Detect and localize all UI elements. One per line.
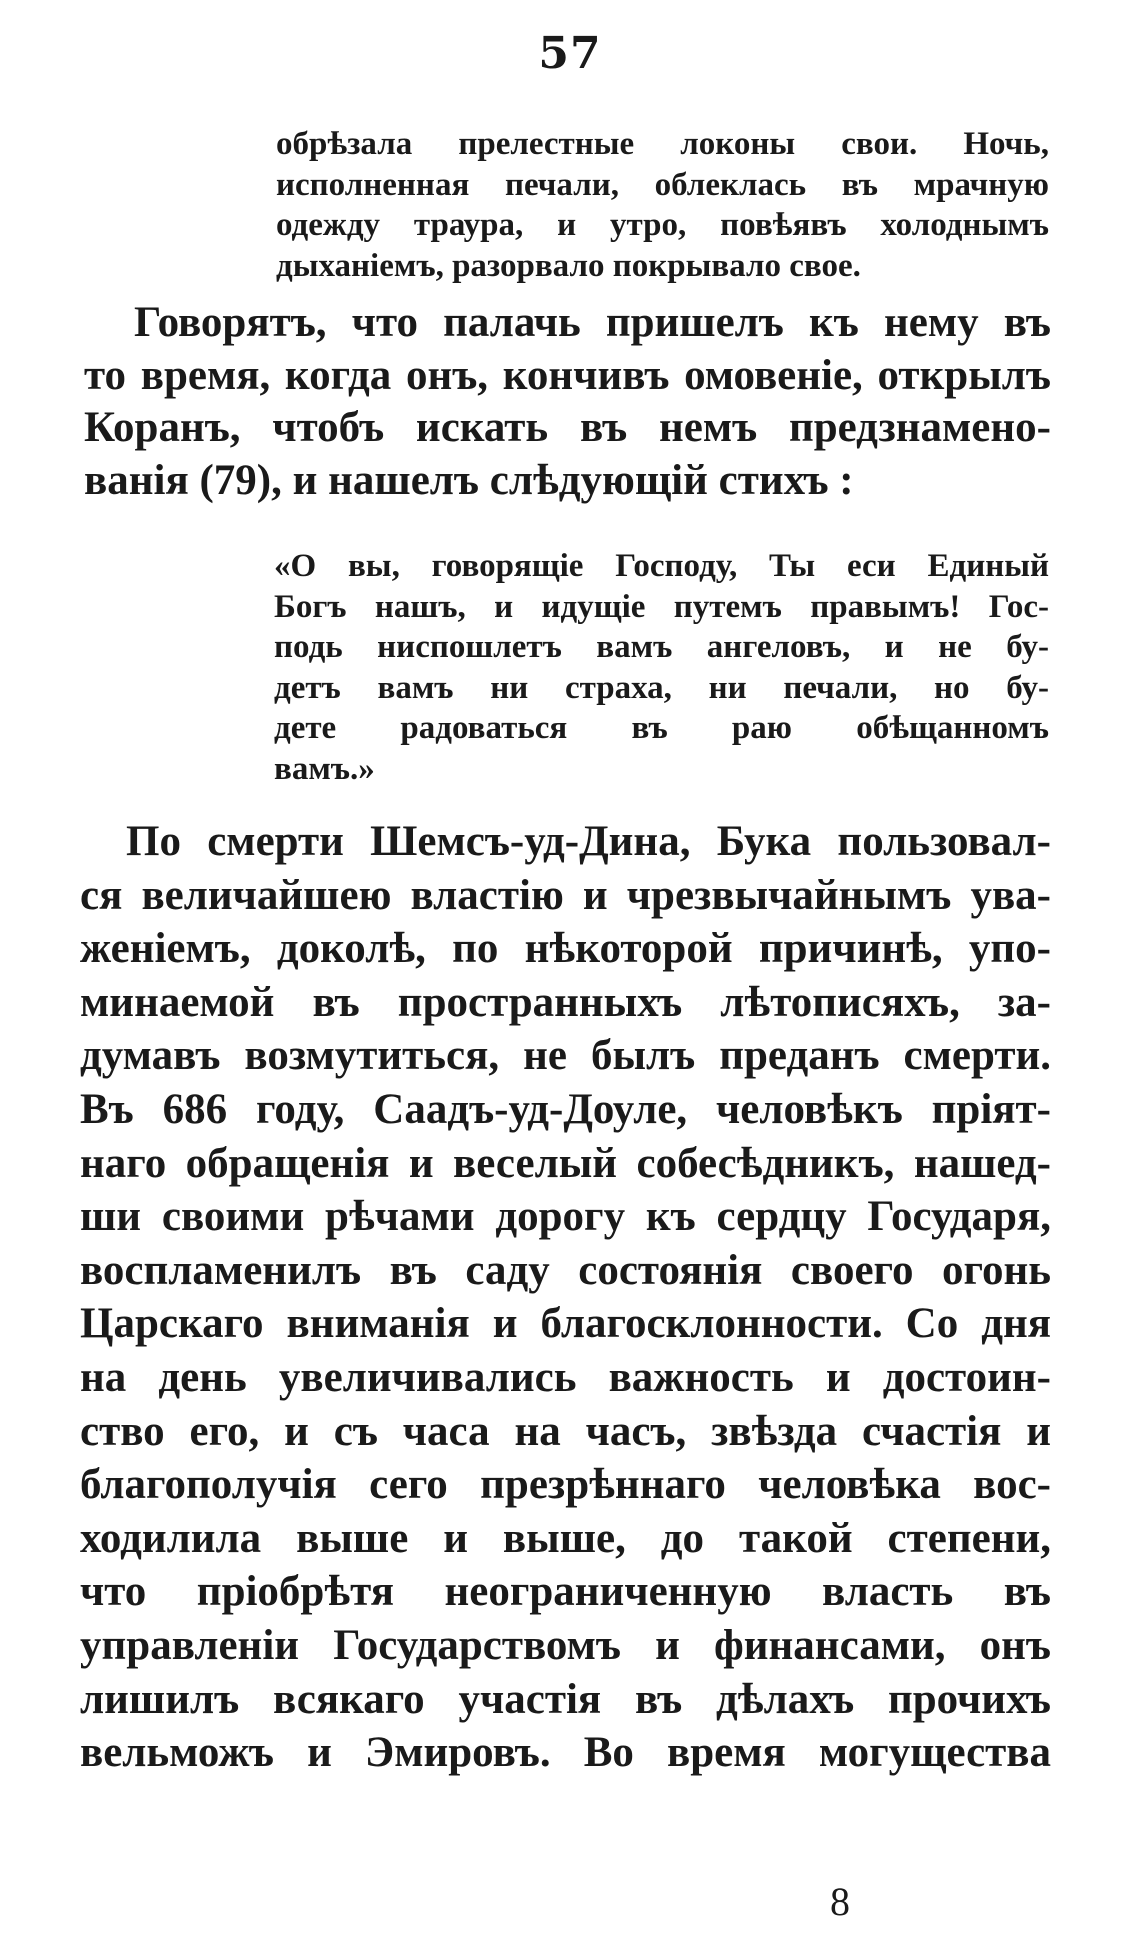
text-line: ся величайшею властію и чрезвычайнымъ ува- [80,871,1051,919]
text-line: что пріобрѣтя неограниченную власть въ [80,1568,1051,1616]
text-line: Въ 686 году, Саадъ-уд-Доуле, человѣкъ пріят- [80,1085,1051,1133]
page-number: 57 [538,28,602,79]
quote-line: исполненная печали, облеклась въ мрачную [276,166,1049,203]
text-line: то время, когда онъ, кончивъ омовеніе, открылъ [84,351,1051,399]
signature-mark: 8 [830,1879,850,1924]
text-line: думавъ возмутиться, не былъ преданъ смерти. [80,1032,1051,1080]
quote-line: Богъ нашъ, и идущіе путемъ правымъ! Гос- [274,588,1049,625]
text-line: вельможъ и Эмировъ. Во время могущества [80,1729,1051,1777]
paragraph-2 [80,815,1051,1780]
text-line: Говорятъ, что палачь пришелъ къ нему въ [134,299,1051,346]
text-line: на день увеличивались важность и достоин- [80,1353,1051,1401]
quote-line: «О вы, говорящіе Господу, Ты еси Единый [274,548,1049,584]
text-line: управленіи Государствомъ и финансами, онъ [80,1621,1051,1669]
paragraph-1 [84,297,1051,507]
text-line: Царскаго вниманія и благосклонности. Со дня [80,1300,1051,1348]
quote-line: дыханіемъ, разорвало покрывало свое. [276,247,861,284]
text-line: ство его, и съ часа на часъ, звѣзда счастія и [80,1407,1051,1455]
text-line: лишилъ всякаго участія въ дѣлахъ прочихъ [80,1675,1051,1723]
quote-line: дете радоваться въ раю обѣщанномъ [274,710,1049,746]
quote-line: обрѣзала прелестные локоны свои. Ночь, [276,126,1049,162]
text-line: женіемъ, доколѣ, по нѣкоторой причинѣ, упо- [80,925,1051,973]
text-line: минаемой въ пространныхъ лѣтописяхъ, за- [80,978,1051,1026]
text-line: ши своими рѣчами дорогу къ сердцу Государя, [80,1193,1051,1241]
text-line: Коранъ, чтобъ искать въ немъ предзнамено- [84,404,1051,451]
text-line: благополучія сего презрѣннаго человѣка вос- [80,1461,1051,1509]
quote-line: детъ вамъ ни страха, ни печали, но бу- [274,669,1049,706]
quote-line: подь ниспошлетъ вамъ ангеловъ, и не бу- [274,629,1049,665]
text-line: воспламенилъ въ саду состоянія своего огонь [80,1246,1051,1294]
quote-line: одежду траура, и утро, повѣявъ холоднымъ [276,207,1049,243]
koran-quote [274,546,1049,789]
text-line: наго обращенія и веселый собесѣдникъ, нашед- [80,1139,1051,1187]
quote-line: вамъ.» [274,750,375,787]
text-line: ходилила выше и выше, до такой степени, [80,1514,1051,1562]
text-line: По смерти Шемсъ-уд-Дина, Бука пользовал- [126,818,1051,865]
poetic-quote-1 [276,124,1049,286]
text-line: ванія (79), и нашелъ слѣдующій стихъ : [84,456,854,504]
